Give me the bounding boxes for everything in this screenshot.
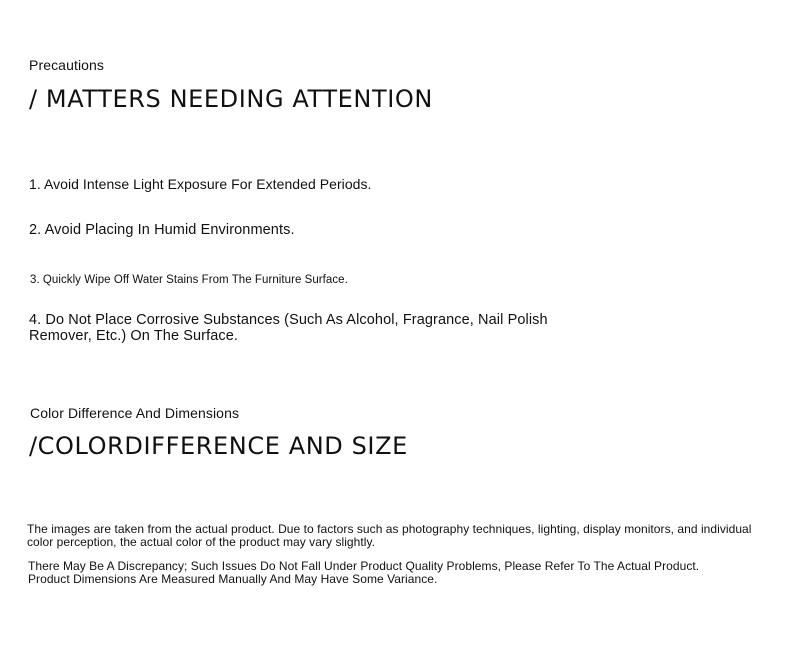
- color-difference-label: Color Difference And Dimensions: [30, 405, 240, 421]
- precautions-label: Precautions: [29, 57, 105, 73]
- precautions-title: / MATTERS NEEDING ATTENTION: [29, 85, 433, 113]
- precaution-item-2: 2. Avoid Placing In Humid Environments.: [29, 222, 295, 238]
- precaution-item-3: 3. Quickly Wipe Off Water Stains From The Furniture Surface.: [30, 274, 348, 286]
- color-difference-paragraph-1: The images are taken from the actual product. Due to factors such as photography techniques, lighting, display monitors, and individual color perception, the actual color of the product may vary slightly.: [27, 522, 752, 549]
- color-difference-title: /COLORDIFFERENCE AND SIZE: [29, 432, 408, 460]
- precaution-item-1: 1. Avoid Intense Light Exposure For Extended Periods.: [29, 176, 372, 192]
- precaution-item-4: 4. Do Not Place Corrosive Substances (Such As Alcohol, Fragrance, Nail Polish Remover, Etc.) On The Surface.: [29, 312, 548, 344]
- color-difference-paragraph-2: There May Be A Discrepancy; Such Issues Do Not Fall Under Product Quality Problems, Please Refer To The Actual Product. Product Dimensions Are Measured Manually And May Have Some Variance.: [28, 559, 700, 586]
